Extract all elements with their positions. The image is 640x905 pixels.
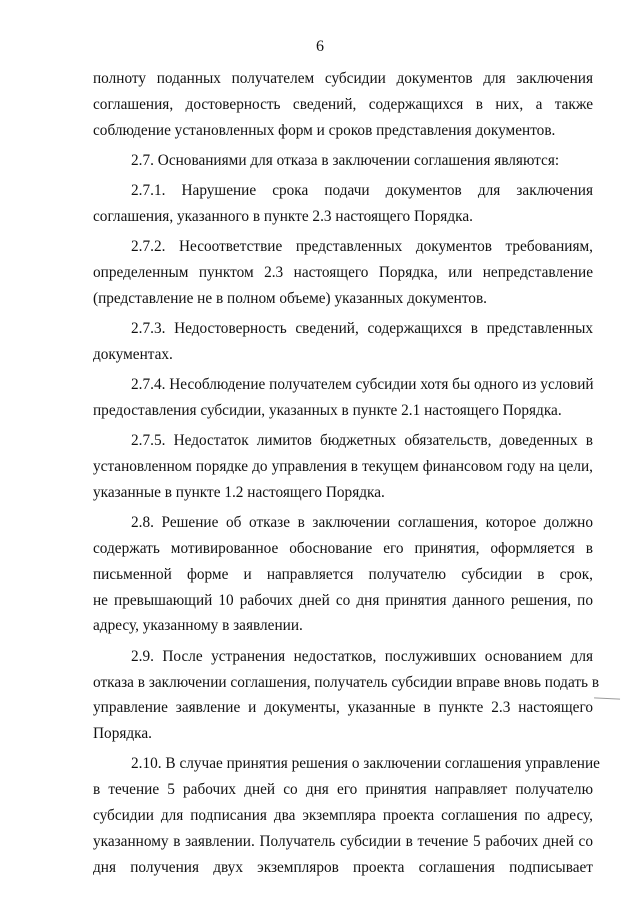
text-line: (представление не в полном объеме) указанных документов. bbox=[93, 289, 487, 307]
text-line: отказа в заключении соглашения, получатель субсидии вправе вновь подать в bbox=[93, 673, 600, 691]
text-line: в течение 5 рабочих дней со дня его принятия направляет получателю bbox=[93, 781, 593, 799]
paragraph-2-10 bbox=[93, 751, 600, 880]
paragraph-2-8 bbox=[93, 510, 593, 639]
text-line: субсидии для подписания два экземпляра проекта соглашения по адресу, bbox=[93, 807, 593, 825]
text-line: 2.7.3. Недостоверность сведений, содержащихся в представленных bbox=[131, 320, 593, 338]
paragraph-2-9 bbox=[93, 644, 600, 747]
paragraph-2-7-2 bbox=[93, 234, 593, 311]
text-line: соглашения, указанного в пункте 2.3 настоящего Порядка. bbox=[93, 207, 473, 225]
text-line: 2.7.5. Недостаток лимитов бюджетных обязательств, доведенных в bbox=[131, 432, 593, 450]
text-line: 2.7.2. Несоответствие представленных документов требованиям, bbox=[131, 238, 593, 256]
text-line: определенным пунктом 2.3 настоящего Порядка, или непредставление bbox=[93, 264, 593, 282]
text-line: 2.7. Основаниями для отказа в заключении соглашения являются: bbox=[131, 151, 560, 169]
text-line: предоставления субсидии, указанных в пункте 2.1 настоящего Порядка. bbox=[93, 402, 562, 420]
text-line: Порядка. bbox=[93, 725, 152, 743]
text-line: 2.10. В случае принятия решения о заключении соглашения управление bbox=[131, 755, 600, 773]
paragraph-2-7 bbox=[93, 148, 593, 174]
text-line: 2.7.1. Нарушение срока подачи документов для заключения bbox=[131, 182, 593, 200]
paragraph-2-7-1 bbox=[93, 178, 593, 230]
text-line: дня получения двух экземпляров проекта соглашения подписывает bbox=[93, 858, 593, 876]
margin-mark bbox=[594, 697, 620, 701]
paragraph-2-7-5 bbox=[93, 428, 593, 505]
text-line: соблюдение установленных форм и сроков представления документов. bbox=[93, 121, 556, 139]
text-line: адресу, указанному в заявлении. bbox=[93, 617, 303, 635]
text-line: 2.8. Решение об отказе в заключении соглашения, которое должно bbox=[131, 514, 593, 532]
text-line: установленном порядке до управления в текущем финансовом году на цели, bbox=[93, 458, 593, 476]
page-number: 6 bbox=[316, 38, 324, 55]
paragraph-2-7-4 bbox=[93, 372, 593, 424]
paragraph-2-7-3 bbox=[93, 316, 593, 368]
text-line: полноту поданных получателем субсидии документов для заключения bbox=[93, 70, 593, 87]
text-line: указанные в пункте 1.2 настоящего Порядка. bbox=[93, 483, 385, 501]
text-line: 2.9. После устранения недостатков, послуживших основанием для bbox=[131, 647, 593, 665]
text-line: не превышающий 10 рабочих дней со дня принятия данного решения, по bbox=[93, 591, 593, 609]
text-line: содержать мотивированное обоснование его принятия, оформляется в bbox=[93, 540, 593, 558]
text-line: 2.7.4. Несоблюдение получателем субсидии хотя бы одного из условий bbox=[131, 376, 594, 394]
document-body bbox=[93, 66, 600, 885]
text-line: документах. bbox=[93, 345, 173, 363]
paragraph-continuation bbox=[93, 66, 593, 143]
text-line: соглашения, достоверность сведений, содержащихся в них, а также bbox=[93, 95, 593, 113]
text-line: управление заявление и документы, указанные в пункте 2.3 настоящего bbox=[93, 699, 593, 717]
text-line: указанному в заявлении. Получатель субсидии в течение 5 рабочих дней со bbox=[93, 832, 593, 850]
text-line: письменной форме и направляется получателю субсидии в срок, bbox=[93, 565, 593, 583]
